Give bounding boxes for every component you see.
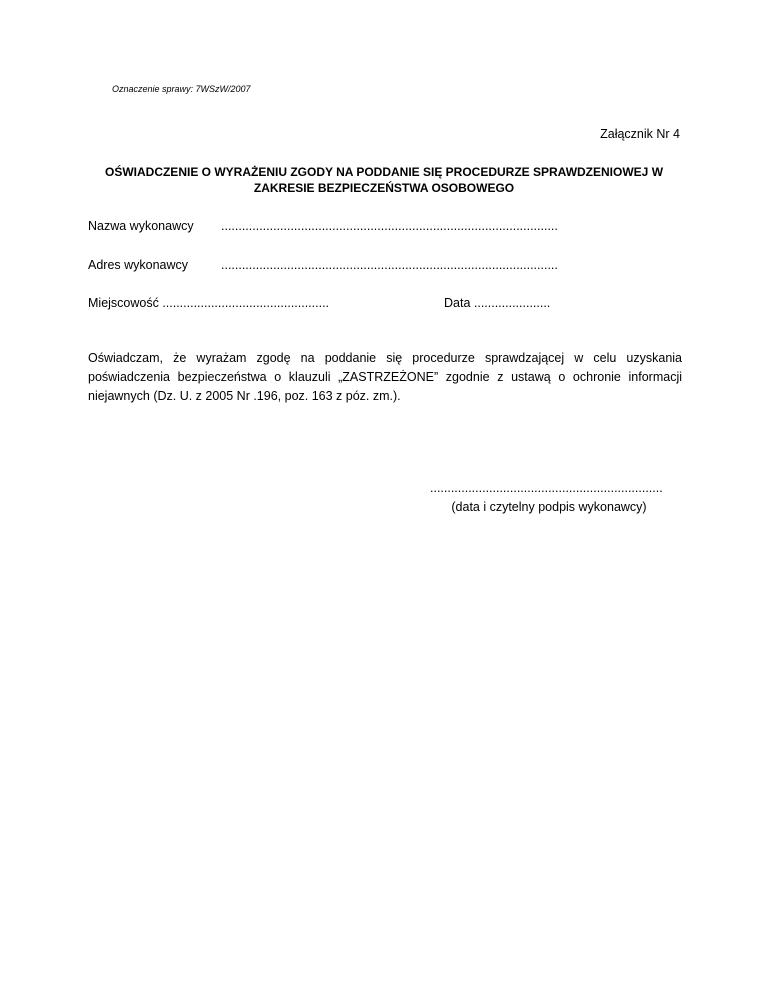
contractor-name-field[interactable]: .................................................................................................	[221, 219, 558, 233]
document-title-line-2: ZAKRESIE BEZPIECZEŃSTWA OSOBOWEGO	[253, 181, 515, 195]
contractor-name-label: Nazwa wykonawcy	[88, 219, 194, 233]
contractor-address-field[interactable]: .................................................................................................	[221, 258, 558, 272]
contractor-address-row	[88, 258, 558, 272]
signature-line[interactable]: ...................................................................	[430, 481, 663, 495]
attachment-label: Załącznik Nr 4	[600, 127, 680, 141]
signature-caption: (data i czytelny podpis wykonawcy)	[451, 500, 647, 514]
date-field[interactable]: Data ......................	[444, 296, 551, 310]
statement-paragraph: Oświadczam, że wyrażam zgodę na poddanie się procedurze sprawdzającej w celu uzyskania poświadczenia bezpieczeństwa o klauzuli „ZASTRZEŻONE” zgodnie z ustawą o ochronie informacji niejawnych (Dz. U. z 2005 Nr .196, poz. 163 z póz. zm.).	[88, 351, 682, 403]
document-title	[88, 164, 680, 196]
contractor-address-label: Adres wykonawcy	[88, 258, 189, 272]
contractor-name-row	[88, 219, 558, 233]
document-title-line-1: OŚWIADCZENIE O WYRAŻENIU ZGODY NA PODDANIE SIĘ PROCEDURZE SPRAWDZENIOWEJ W	[104, 165, 664, 179]
case-reference: Oznaczenie sprawy: 7WSzW/2007	[112, 84, 251, 94]
place-field[interactable]: Miejscowość ................................................	[88, 296, 330, 310]
